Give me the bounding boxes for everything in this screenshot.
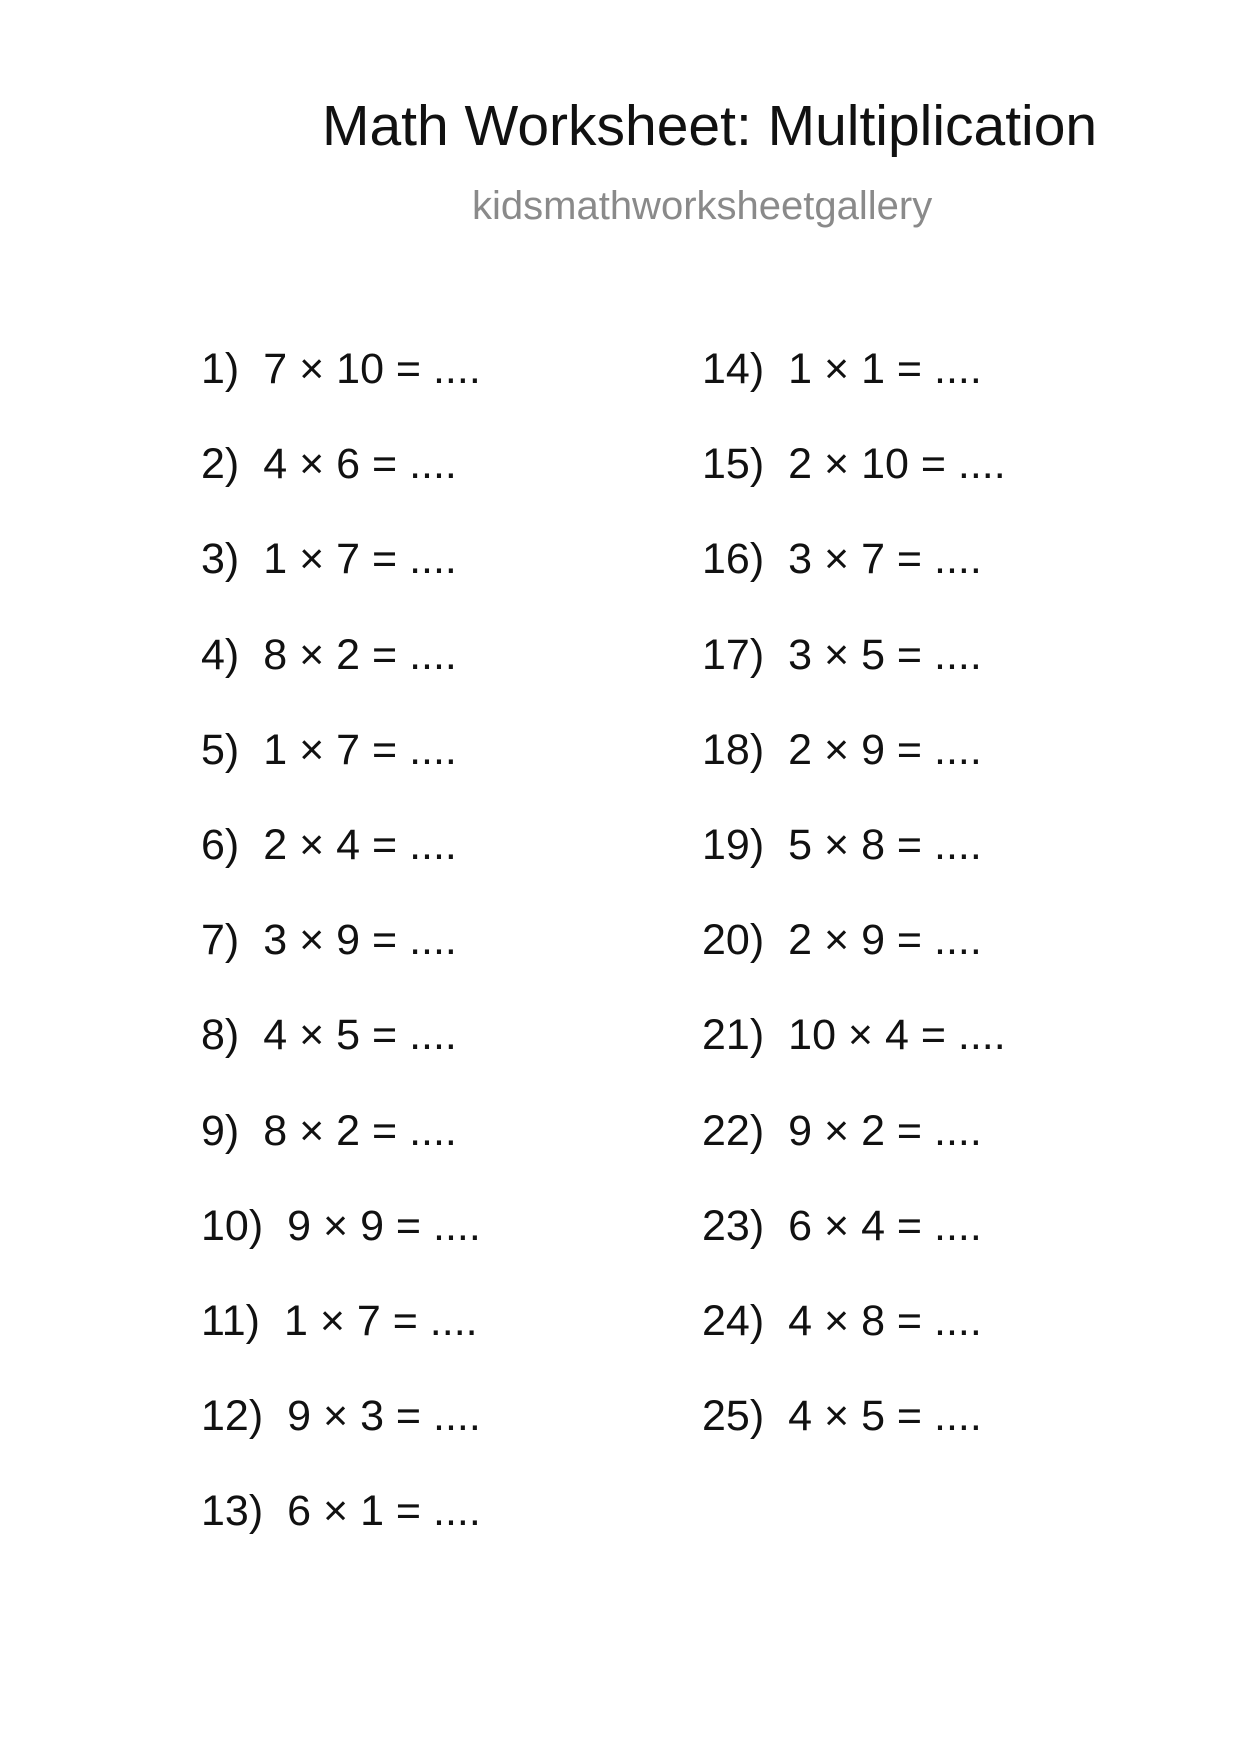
problem-number: 12) [201, 1392, 264, 1441]
problem-expression: 4 × 5 = .... [788, 1392, 982, 1441]
problem-expression: 2 × 9 = .... [788, 916, 982, 965]
problem-item [201, 1011, 481, 1109]
problem-item [702, 1201, 1006, 1300]
problem-item [702, 1106, 1006, 1205]
problem-number: 20) [702, 916, 765, 965]
problem-number: 8) [201, 1011, 240, 1060]
problem-expression: 7 × 10 = .... [263, 345, 481, 393]
problem-item [702, 1011, 1006, 1109]
problem-expression: 3 × 9 = .... [263, 916, 457, 965]
problem-number: 18) [702, 725, 765, 774]
page-subtitle: kidsmathworksheetgallery [472, 184, 933, 228]
problem-expression: 4 × 6 = .... [263, 440, 457, 489]
problem-item [201, 1201, 481, 1300]
problem-item [201, 1487, 481, 1585]
problem-expression: 1 × 7 = .... [263, 535, 457, 584]
problem-expression: 2 × 10 = .... [788, 440, 1006, 489]
problem-item [702, 535, 1006, 633]
page-title: Math Worksheet: Multiplication [322, 94, 1098, 158]
problem-number: 11) [201, 1296, 260, 1345]
problem-item [702, 725, 1006, 824]
problem-number: 21) [702, 1011, 765, 1060]
problem-expression: 5 × 8 = .... [788, 820, 982, 869]
problem-expression: 9 × 9 = .... [287, 1201, 481, 1250]
problem-number: 10) [201, 1201, 264, 1250]
problem-expression: 2 × 9 = .... [788, 725, 982, 774]
problem-item [702, 630, 1006, 729]
problem-number: 19) [702, 820, 765, 869]
problem-item [201, 1392, 481, 1490]
problem-item [702, 1296, 1006, 1395]
problem-item [702, 345, 1006, 443]
problem-column-right [702, 345, 1006, 1490]
problem-expression: 8 × 2 = .... [263, 1106, 457, 1155]
problem-item [201, 820, 481, 919]
problem-number: 22) [702, 1106, 765, 1155]
problem-number: 14) [702, 345, 765, 393]
problem-expression: 1 × 7 = .... [283, 1296, 478, 1345]
problem-item [702, 1392, 1006, 1490]
problem-item [201, 916, 481, 1014]
problem-number: 13) [201, 1487, 264, 1536]
problem-expression: 9 × 2 = .... [788, 1106, 982, 1155]
problem-item [201, 725, 481, 824]
problem-expression: 1 × 7 = .... [263, 725, 457, 774]
problem-expression: 4 × 5 = .... [263, 1011, 457, 1060]
problem-item [201, 440, 481, 538]
problem-number: 1) [201, 345, 240, 393]
problem-item [201, 630, 481, 729]
problem-number: 24) [702, 1296, 765, 1345]
problem-number: 15) [702, 440, 765, 489]
problem-item [201, 1106, 481, 1205]
problem-expression: 10 × 4 = .... [788, 1011, 1006, 1060]
problem-expression: 2 × 4 = .... [263, 820, 457, 869]
problem-item [201, 1296, 481, 1395]
problem-number: 2) [201, 440, 240, 489]
problem-item [201, 345, 481, 443]
problem-item [702, 820, 1006, 919]
problem-number: 16) [702, 535, 765, 584]
problem-number: 23) [702, 1201, 765, 1250]
problem-expression: 3 × 7 = .... [788, 535, 982, 584]
problem-number: 3) [201, 535, 240, 584]
problem-item [702, 916, 1006, 1014]
problem-expression: 6 × 4 = .... [788, 1201, 982, 1250]
problem-number: 4) [201, 630, 240, 679]
problem-expression: 9 × 3 = .... [287, 1392, 481, 1441]
problem-expression: 3 × 5 = .... [788, 630, 982, 679]
problem-expression: 1 × 1 = .... [788, 345, 982, 393]
problem-number: 25) [702, 1392, 765, 1441]
problem-number: 6) [201, 820, 240, 869]
problem-number: 9) [201, 1106, 240, 1155]
problem-number: 5) [201, 725, 240, 774]
problem-column-left [201, 345, 481, 1585]
problem-expression: 8 × 2 = .... [263, 630, 457, 679]
problem-expression: 4 × 8 = .... [788, 1296, 982, 1345]
problem-item [702, 440, 1006, 538]
problem-number: 17) [702, 630, 765, 679]
problem-expression: 6 × 1 = .... [287, 1487, 481, 1536]
problem-item [201, 535, 481, 633]
problem-number: 7) [201, 916, 240, 965]
